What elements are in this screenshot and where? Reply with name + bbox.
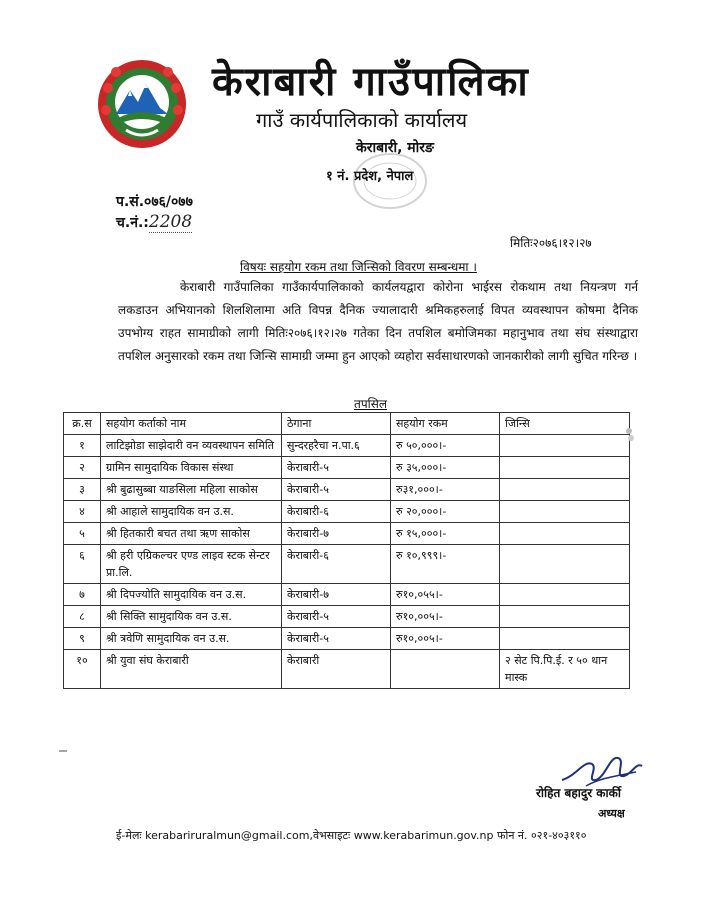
scan-speck-icon [622, 426, 636, 442]
header-amount: सहयोग रकम [391, 413, 500, 435]
table-caption: तपसिल [354, 397, 388, 411]
letter-body: केराबारी गाउँपालिका गाउँकार्यपालिकाको कार्यलयद्वारा कोरोना भाईरस रोकथाम तथा नियन्त्रण गर्न लकडाउन अभियानको शिलशिलामा अति विपन्न दैनिक ज्यालादारी श्रमिकहरुलाई विपत व्यवस्थापन कोषमा दैनिक उपभोग्य राहत सामाग्रीको लागी मितिः२०७६।१२।२७ गतेका दिन तपशिल बमोजिमका महानुभाव तथा संघ संस्थाद्वारा तपशिल अनुसारको रकम तथा जिन्सि सामाग्री जम्मा हुन आएको व्यहोरा सर्वसाधारणको जानकारीको लागी सुचित गरिन्छ । [118, 280, 638, 363]
table-row [64, 628, 630, 650]
office-stamp-icon [350, 150, 430, 212]
cell-amount: रु ५०,०००।- [391, 435, 500, 457]
letter-date: मितिः२०७६।१२।२७ [510, 236, 592, 250]
cell-goods [500, 479, 630, 501]
footer-contact: ई-मेलः kerabariruralmun@gmail.com,वेभसाइटः www.kerabarimun.gov.np फोन नं. ०२१-४०३११० [116, 829, 587, 842]
cell-amount: रु ३५,०००।- [391, 457, 500, 479]
cell-goods [500, 435, 630, 457]
table-row [64, 523, 630, 545]
dispatch-label: च.नं.: [116, 215, 149, 231]
cell-goods [500, 545, 630, 584]
signatory-name: रोहित बहादुर कार्की [536, 786, 621, 800]
contribution-table [63, 412, 630, 689]
office-subtitle: गाउँ कार्यपालिकाको कार्यालय [256, 108, 468, 132]
cell-address: केराबारी-५ [282, 628, 391, 650]
cell-amount [391, 650, 500, 689]
cell-serial: ७ [64, 584, 101, 606]
cell-donor-name: श्री त्रवेणि सामुदायिक वन उ.स. [101, 628, 282, 650]
cell-address: केराबारी-५ [282, 479, 391, 501]
cell-address: सुन्दरहरैचा न.पा.६ [282, 435, 391, 457]
cell-serial: ३ [64, 479, 101, 501]
cell-goods [500, 584, 630, 606]
address-line-2: १ नं. प्रदेश, नेपाल [326, 169, 414, 184]
header-donor-name: सहयोग कर्ताको नाम [101, 413, 282, 435]
table-header-row [64, 413, 630, 435]
cell-amount: रु १५,०००।- [391, 523, 500, 545]
cell-serial: ४ [64, 501, 101, 523]
table-row [64, 584, 630, 606]
reference-number: प.सं.०७६/०७७ [116, 194, 193, 210]
table-row [64, 606, 630, 628]
cell-serial: १० [64, 650, 101, 689]
cell-serial: २ [64, 457, 101, 479]
cell-serial: ९ [64, 628, 101, 650]
cell-serial: ५ [64, 523, 101, 545]
cell-address: केराबारी-६ [282, 545, 391, 584]
cell-serial: ६ [64, 545, 101, 584]
cell-goods [500, 628, 630, 650]
cell-address: केराबारी-७ [282, 523, 391, 545]
table-row [64, 650, 630, 689]
cell-amount: रु१०,०५५।- [391, 584, 500, 606]
cell-serial: १ [64, 435, 101, 457]
cell-donor-name: श्री बुढासुब्बा याङसिला महिला साकोस [101, 479, 282, 501]
cell-goods [500, 523, 630, 545]
cell-amount: रु २०,०००।- [391, 501, 500, 523]
address-line-1: केराबारी, मोरङ [356, 140, 434, 156]
cell-serial: ८ [64, 606, 101, 628]
cell-amount: रु १०,९९९।- [391, 545, 500, 584]
table-row [64, 501, 630, 523]
header-serial: क्र.स [64, 413, 101, 435]
header-goods: जिन्सि [500, 413, 630, 435]
dispatch-value: 2208 [148, 212, 193, 232]
table-row [64, 479, 630, 501]
cell-address: केराबारी-६ [282, 501, 391, 523]
cell-goods [500, 501, 630, 523]
table-row [64, 457, 630, 479]
nepal-emblem-icon [96, 58, 188, 150]
table-row [64, 435, 630, 457]
cell-donor-name: श्री युवा संघ केराबारी [101, 650, 282, 689]
cell-address: केराबारी-७ [282, 584, 391, 606]
cell-address: केराबारी-५ [282, 606, 391, 628]
cell-goods [500, 606, 630, 628]
cell-donor-name: श्री हरी एग्रिकल्चर एण्ड लाइव स्टक सेन्टर प्रा.लि. [101, 545, 282, 584]
cell-donor-name: श्री दिपज्योति सामुदायिक वन उ.स. [101, 584, 282, 606]
cell-address: केराबारी-५ [282, 457, 391, 479]
cell-donor-name: श्री हितकारी बचत तथा ऋण साकोस [101, 523, 282, 545]
cell-goods: २ सेट पि.पि.ई. र ५० थान मास्क [500, 650, 630, 689]
cell-amount: रु३१,०००।- [391, 479, 500, 501]
dispatch-number [116, 212, 192, 232]
header-address: ठेगाना [282, 413, 391, 435]
cell-goods [500, 457, 630, 479]
office-title: केराबारी गाउँपालिका [212, 59, 530, 105]
letter-subject: विषयः सहयोग रकम तथा जिन्सिको विवरण सम्बन्धमा । [240, 260, 477, 274]
cell-donor-name: लाटिझोडा साझेदारी वन व्यवस्थापन समिति [101, 435, 282, 457]
cell-address: केराबारी [282, 650, 391, 689]
cell-donor-name: श्री आहाले सामुदायिक वन उ.स. [101, 501, 282, 523]
scan-speck-icon [58, 748, 68, 754]
table-row [64, 545, 630, 584]
cell-amount: रु१०,००५।- [391, 628, 500, 650]
cell-donor-name: ग्रामिन सामुदायिक विकास संस्था [101, 457, 282, 479]
signatory-title: अध्यक्ष [598, 807, 625, 820]
cell-amount: रु१०,००५।- [391, 606, 500, 628]
cell-donor-name: श्री सिक्ति सामुदायिक वन उ.स. [101, 606, 282, 628]
